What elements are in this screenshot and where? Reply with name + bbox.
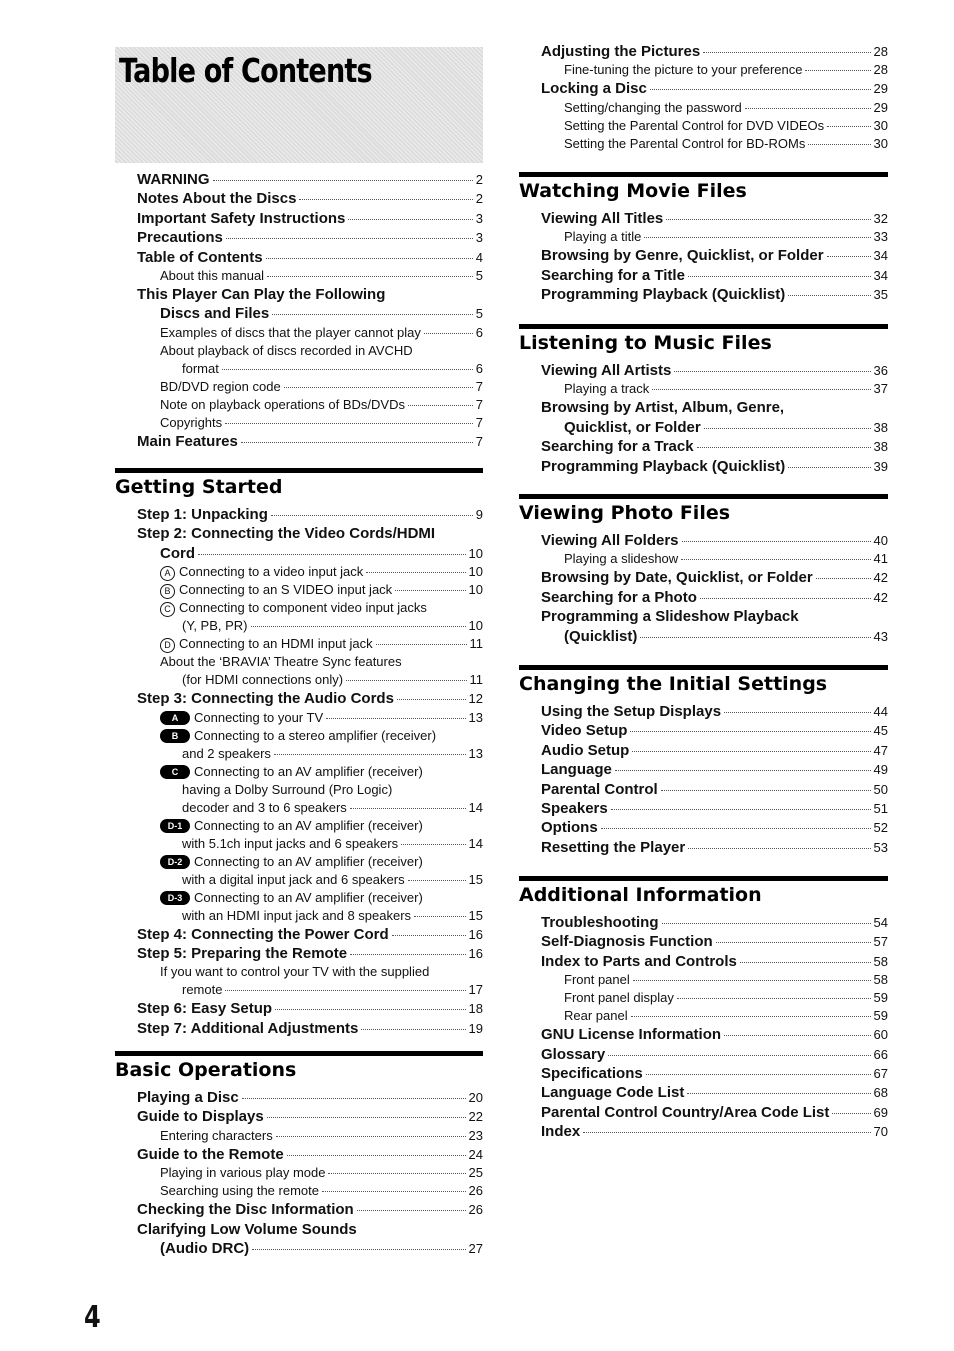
toc-subentry-line[interactable]: C Connecting to component video input jacks [160,599,483,617]
toc-subentry[interactable]: Playing a slideshow 41 [564,551,888,567]
toc-entry[interactable]: Glossary 66 [541,1045,888,1063]
toc-entry[interactable]: Programming Playback (Quicklist) 35 [541,286,888,304]
toc-subentry-line[interactable]: having a Dolby Surround (Pro Logic) [182,781,393,797]
toc-entry[interactable]: Guide to the Remote 24 [137,1145,483,1163]
badge-d3-icon: D-3 [160,891,190,905]
toc-entry[interactable]: Troubleshooting 54 [541,914,888,931]
toc-subentry[interactable]: Rear panel 59 [564,1008,888,1024]
badge-c-icon: C [160,765,190,779]
toc-entry[interactable]: Browsing by Genre, Quicklist, or Folder 34 [541,247,888,265]
intro-section [115,170,483,451]
toc-entry[interactable]: Language 49 [541,761,888,779]
basic-operations-section [115,1051,483,1258]
circled-a-icon: A [160,566,175,581]
toc-subentry-line[interactable]: B Connecting to a stereo amplifier (receiver) [160,727,483,745]
toc-subentry-line[interactable]: D-1 Connecting to an AV amplifier (receiver) [160,817,483,835]
toc-entry[interactable]: Adjusting the Pictures 28 [541,43,888,60]
section-heading: Viewing Photo Files [519,494,888,525]
viewing-photo-section [519,494,888,646]
circled-c-icon: C [160,602,175,617]
section-heading: Watching Movie Files [519,172,888,203]
toc-entry[interactable]: Using the Setup Displays 44 [541,703,888,720]
page-title: Table of Contents [119,51,372,90]
additional-information-section [519,876,888,1142]
toc-entry[interactable]: Table of Contents 4 [137,248,483,266]
toc-entry[interactable]: Searching for a Title 34 [541,266,888,284]
toc-entry[interactable]: Audio Setup 47 [541,741,888,759]
toc-entry[interactable]: Quicklist, or Folder 38 [564,418,888,436]
toc-entry[interactable]: Playing a Disc 20 [137,1089,483,1106]
toc-subentry[interactable]: format 6 [182,360,483,376]
toc-entry-line[interactable]: Programming a Slideshow Playback [541,608,799,626]
toc-entry[interactable]: Step 7: Additional Adjustments 19 [137,1019,483,1037]
toc-subentry[interactable]: (for HDMI connections only) 11 [182,672,483,688]
toc-subentry[interactable]: B Connecting to an S VIDEO input jack 10 [160,581,483,599]
toc-entry[interactable]: (Quicklist) 43 [564,627,888,645]
toc-entry[interactable]: Index to Parts and Controls 58 [541,952,888,970]
toc-entry[interactable]: Checking the Disc Information 26 [137,1201,483,1219]
toc-entry[interactable]: Main Features 7 [137,432,483,450]
badge-d1-icon: D-1 [160,819,190,833]
badge-a-icon: A [160,711,190,725]
pictures-locking-section [519,42,888,153]
toc-entry[interactable]: WARNING 2 [137,171,483,188]
section-heading: Changing the Initial Settings [519,665,888,696]
listening-music-section [519,324,888,476]
toc-subentry[interactable]: Setting the Parental Control for DVD VIDEOs 30 [564,117,888,133]
toc-entry[interactable]: Self-Diagnosis Function 57 [541,933,888,951]
badge-b-icon: B [160,729,190,743]
toc-subentry[interactable]: Note on playback operations of BDs/DVDs 7 [160,396,483,412]
toc-entry[interactable]: Locking a Disc 29 [541,80,888,98]
toc-entry[interactable]: Resetting the Player 53 [541,838,888,856]
toc-subentry-line[interactable]: About playback of discs recorded in AVCHD [160,342,413,358]
toc-subentry[interactable]: BD/DVD region code 7 [160,378,483,394]
toc-subentry[interactable]: and 2 speakers 13 [182,745,483,761]
toc-subentry[interactable]: decoder and 3 to 6 speakers 14 [182,799,483,815]
toc-entry[interactable]: Index 70 [541,1123,888,1141]
toc-subentry-line[interactable]: C Connecting to an AV amplifier (receiver) [160,763,483,781]
toc-entry-line[interactable]: Step 2: Connecting the Video Cords/HDMI [137,525,436,543]
toc-subentry[interactable]: Setting the Parental Control for BD-ROMs 30 [564,135,888,151]
toc-subentry[interactable]: Front panel 58 [564,972,888,988]
toc-subentry[interactable]: Examples of discs that the player cannot play 6 [160,324,483,340]
toc-entry[interactable]: Programming Playback (Quicklist) 39 [541,457,888,475]
toc-entry[interactable]: Step 5: Preparing the Remote 16 [137,945,483,963]
toc-entry[interactable]: Step 3: Connecting the Audio Cords 12 [137,690,483,708]
toc-entry[interactable]: Notes About the Discs 2 [137,190,483,208]
toc-subentry[interactable]: Playing in various play mode 25 [160,1165,483,1181]
toc-subentry[interactable]: Searching using the remote 26 [160,1183,483,1199]
toc-entry[interactable]: Cord 10 [160,544,483,562]
toc-entry[interactable]: Options 52 [541,819,888,837]
toc-entry[interactable]: Step 6: Easy Setup 18 [137,1000,483,1018]
toc-entry[interactable]: Discs and Files 5 [160,305,483,323]
toc-entry[interactable]: GNU License Information 60 [541,1026,888,1044]
toc-subentry[interactable]: with a digital input jack and 6 speakers 15 [182,871,483,887]
badge-d2-icon: D-2 [160,855,190,869]
toc-entry[interactable]: Specifications 67 [541,1065,888,1083]
toc-subentry[interactable]: remote 17 [182,982,483,998]
toc-subentry-line[interactable]: About the ‘BRAVIA’ Theatre Sync features [160,654,402,670]
toc-subentry-line[interactable]: D-3 Connecting to an AV amplifier (receiver) [160,889,483,907]
toc-entry[interactable]: Step 1: Unpacking 9 [137,506,483,523]
toc-entry[interactable]: Parental Control 50 [541,780,888,798]
toc-entry[interactable]: Viewing All Artists 36 [541,362,888,379]
toc-subentry[interactable]: About this manual 5 [160,268,483,284]
toc-entry[interactable]: (Audio DRC) 27 [160,1240,483,1258]
toc-subentry-line[interactable]: If you want to control your TV with the supplied [160,964,430,980]
toc-subentry[interactable]: D Connecting to an HDMI input jack 11 [160,635,483,653]
circled-b-icon: B [160,584,175,599]
section-heading: Basic Operations [115,1051,483,1082]
getting-started-section [115,468,483,1038]
toc-subentry[interactable]: with an HDMI input jack and 8 speakers 15 [182,907,483,923]
toc-subentry-line[interactable]: D-2 Connecting to an AV amplifier (receiver) [160,853,483,871]
toc-subentry[interactable]: Fine-tuning the picture to your preference 28 [564,62,888,78]
toc-entry[interactable]: Guide to Displays 22 [137,1108,483,1126]
section-heading: Getting Started [115,468,483,499]
toc-entry[interactable]: Parental Control Country/Area Code List 69 [541,1103,888,1121]
toc-entry[interactable]: Precautions 3 [137,229,483,247]
section-heading: Additional Information [519,876,888,907]
toc-subentry[interactable]: (Y, PB, PR) 10 [182,618,483,634]
toc-entry[interactable]: Viewing All Folders 40 [541,532,888,549]
toc-entry[interactable]: Speakers 51 [541,800,888,818]
toc-subentry[interactable]: Front panel display 59 [564,990,888,1006]
title-banner [115,47,483,163]
toc-subentry[interactable]: Setting/changing the password 29 [564,99,888,115]
toc-subentry[interactable]: Playing a title 33 [564,229,888,245]
toc-subentry[interactable]: A Connecting to a video input jack 10 [160,563,483,581]
section-heading: Listening to Music Files [519,324,888,355]
toc-entry[interactable]: Browsing by Date, Quicklist, or Folder 42 [541,569,888,587]
toc-entry[interactable]: Important Safety Instructions 3 [137,209,483,227]
initial-settings-section [519,665,888,857]
toc-entry-line[interactable]: This Player Can Play the Following [137,286,386,304]
toc-subentry[interactable]: Playing a track 37 [564,381,888,397]
toc-entry-line[interactable]: Clarifying Low Volume Sounds [137,1220,357,1238]
toc-subentry[interactable]: A Connecting to your TV 13 [160,709,483,727]
toc-subentry[interactable]: Copyrights 7 [160,414,483,430]
toc-subentry[interactable]: with 5.1ch input jacks and 6 speakers 14 [182,835,483,851]
circled-d-icon: D [160,638,175,653]
toc-entry-line[interactable]: Browsing by Artist, Album, Genre, [541,399,785,417]
toc-subentry[interactable]: Entering characters 23 [160,1127,483,1143]
toc-entry[interactable]: Language Code List 68 [541,1084,888,1102]
watching-movie-section [519,172,888,305]
toc-entry[interactable]: Step 4: Connecting the Power Cord 16 [137,925,483,943]
toc-entry[interactable]: Searching for a Photo 42 [541,588,888,606]
page-number: 4 [84,1300,101,1335]
toc-entry[interactable]: Viewing All Titles 32 [541,210,888,227]
toc-entry[interactable]: Searching for a Track 38 [541,438,888,456]
toc-entry[interactable]: Video Setup 45 [541,722,888,740]
